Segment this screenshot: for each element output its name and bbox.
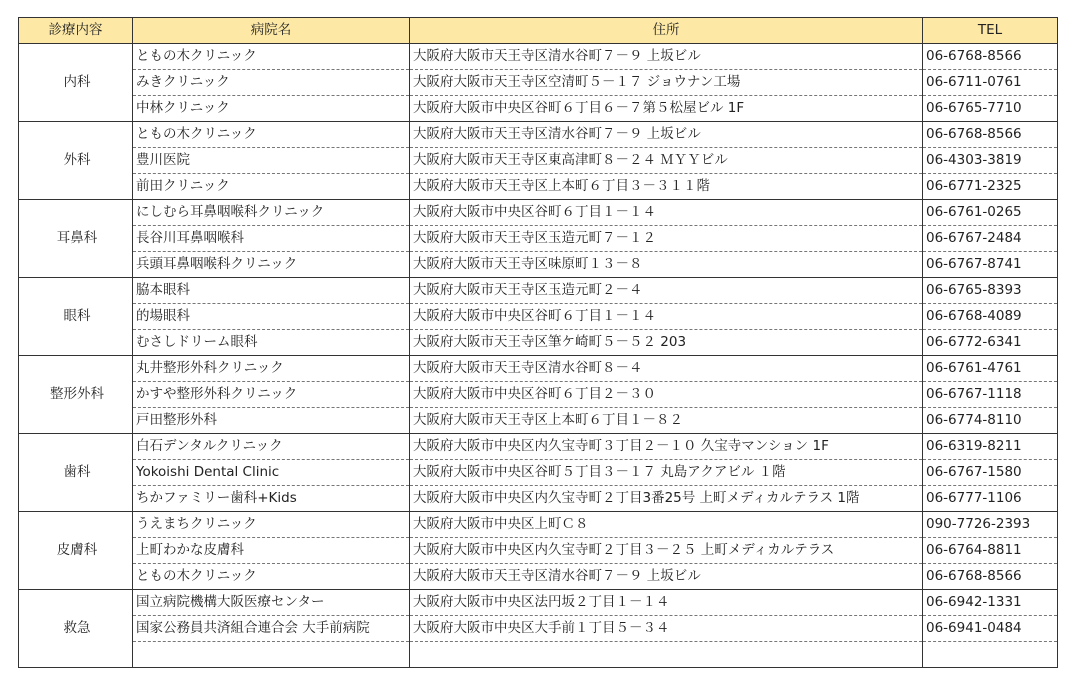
hospital-name-cell: うえまちクリニック — [133, 512, 410, 538]
table-row — [19, 200, 1058, 226]
table-body — [19, 44, 1058, 668]
table-row — [19, 252, 1058, 278]
hospital-name-cell: 豊川医院 — [133, 148, 410, 174]
hospital-name-cell: Yokoishi Dental Clinic — [133, 460, 410, 486]
tel-cell: 06-6767-1118 — [923, 382, 1058, 408]
hospital-name-cell: 丸井整形外科クリニック — [133, 356, 410, 382]
hospital-name-cell: ともの木クリニック — [133, 122, 410, 148]
address-cell: 大阪府大阪市中央区谷町６丁目６－７第５松屋ビル 1F — [410, 96, 923, 122]
table-row — [19, 486, 1058, 512]
category-cell: 眼科 — [19, 278, 133, 356]
hospital-name-cell: ともの木クリニック — [133, 44, 410, 70]
address-cell: 大阪府大阪市中央区谷町６丁目２－３０ — [410, 382, 923, 408]
header-hospital-name: 病院名 — [133, 18, 410, 44]
address-cell: 大阪府大阪市天王寺区味原町１３－８ — [410, 252, 923, 278]
hospital-name-cell: 脇本眼科 — [133, 278, 410, 304]
tel-cell: 06-6761-0265 — [923, 200, 1058, 226]
tel-cell: 06-6767-2484 — [923, 226, 1058, 252]
category-cell: 救急 — [19, 590, 133, 668]
address-cell: 大阪府大阪市天王寺区上本町６丁目１－８２ — [410, 408, 923, 434]
category-cell: 耳鼻科 — [19, 200, 133, 278]
table-row — [19, 616, 1058, 642]
table-row — [19, 564, 1058, 590]
table-row — [19, 356, 1058, 382]
tel-cell: 06-6765-8393 — [923, 278, 1058, 304]
address-cell: 大阪府大阪市天王寺区清水谷町８－４ — [410, 356, 923, 382]
tel-cell: 06-6767-1580 — [923, 460, 1058, 486]
tel-cell: 06-6774-8110 — [923, 408, 1058, 434]
table-row — [19, 512, 1058, 538]
table-row — [19, 408, 1058, 434]
address-cell: 大阪府大阪市天王寺区玉造元町２－４ — [410, 278, 923, 304]
tel-cell: 06-6942-1331 — [923, 590, 1058, 616]
address-cell: 大阪府大阪市中央区法円坂２丁目１－１４ — [410, 590, 923, 616]
address-cell: 大阪府大阪市中央区上町Ｃ８ — [410, 512, 923, 538]
address-cell: 大阪府大阪市天王寺区清水谷町７－９ 上坂ビル — [410, 564, 923, 590]
tel-cell: 06-6711-0761 — [923, 70, 1058, 96]
tel-cell: 06-6768-8566 — [923, 122, 1058, 148]
category-cell: 外科 — [19, 122, 133, 200]
tel-cell: 06-6772-6341 — [923, 330, 1058, 356]
table-row — [19, 70, 1058, 96]
table-row — [19, 460, 1058, 486]
table-row — [19, 330, 1058, 356]
tel-cell: 06-6777-1106 — [923, 486, 1058, 512]
header-tel: TEL — [923, 18, 1058, 44]
address-cell: 大阪府大阪市天王寺区玉造元町７－１２ — [410, 226, 923, 252]
tel-cell: 090-7726-2393 — [923, 512, 1058, 538]
address-cell: 大阪府大阪市中央区大手前１丁目５－３４ — [410, 616, 923, 642]
table-row — [19, 226, 1058, 252]
address-cell: 大阪府大阪市天王寺区空清町５－１７ ジョウナン工場 — [410, 70, 923, 96]
address-cell: 大阪府大阪市中央区谷町５丁目３－１７ 丸島アクアビル １階 — [410, 460, 923, 486]
header-category: 診療内容 — [19, 18, 133, 44]
table-row — [19, 278, 1058, 304]
tel-cell: 06-6768-4089 — [923, 304, 1058, 330]
hospital-name-cell: ちかファミリー歯科+Kids — [133, 486, 410, 512]
tel-cell: 06-6768-8566 — [923, 564, 1058, 590]
hospital-name-cell: ともの木クリニック — [133, 564, 410, 590]
address-cell: 大阪府大阪市天王寺区東高津町８－２４ ＭＹＹビル — [410, 148, 923, 174]
hospital-name-cell: 長谷川耳鼻咽喉科 — [133, 226, 410, 252]
hospital-name-cell: かすや整形外科クリニック — [133, 382, 410, 408]
table-row — [19, 304, 1058, 330]
category-cell: 内科 — [19, 44, 133, 122]
address-cell: 大阪府大阪市中央区内久宝寺町３丁目２－１０ 久宝寺マンション 1F — [410, 434, 923, 460]
hospital-name-cell: むさしドリーム眼科 — [133, 330, 410, 356]
category-cell: 整形外科 — [19, 356, 133, 434]
address-cell: 大阪府大阪市中央区谷町６丁目１－１４ — [410, 200, 923, 226]
hospital-name-cell: 的場眼科 — [133, 304, 410, 330]
tel-cell: 06-6765-7710 — [923, 96, 1058, 122]
tel-cell: 06-6768-8566 — [923, 44, 1058, 70]
address-cell: 大阪府大阪市天王寺区上本町６丁目３－３１１階 — [410, 174, 923, 200]
address-cell: 大阪府大阪市天王寺区筆ケ崎町５－５２ 203 — [410, 330, 923, 356]
hospital-name-cell: 戸田整形外科 — [133, 408, 410, 434]
hospital-name-cell: みきクリニック — [133, 70, 410, 96]
table-row — [19, 642, 1058, 668]
tel-cell: 06-6319-8211 — [923, 434, 1058, 460]
address-cell — [410, 642, 923, 668]
hospital-name-cell: 上町わかな皮膚科 — [133, 538, 410, 564]
address-cell: 大阪府大阪市天王寺区清水谷町７－９ 上坂ビル — [410, 122, 923, 148]
table-row — [19, 590, 1058, 616]
tel-cell: 06-6764-8811 — [923, 538, 1058, 564]
table-row — [19, 96, 1058, 122]
hospital-name-cell: 前田クリニック — [133, 174, 410, 200]
table-row — [19, 382, 1058, 408]
tel-cell: 06-6767-8741 — [923, 252, 1058, 278]
address-cell: 大阪府大阪市中央区谷町６丁目１－１４ — [410, 304, 923, 330]
hospital-name-cell: 国立病院機構大阪医療センター — [133, 590, 410, 616]
hospital-name-cell: 兵頭耳鼻咽喉科クリニック — [133, 252, 410, 278]
address-cell: 大阪府大阪市中央区内久宝寺町２丁目３－２５ 上町メディカルテラス — [410, 538, 923, 564]
category-cell: 皮膚科 — [19, 512, 133, 590]
tel-cell: 06-4303-3819 — [923, 148, 1058, 174]
tel-cell — [923, 642, 1058, 668]
table-row — [19, 148, 1058, 174]
hospital-name-cell — [133, 642, 410, 668]
tel-cell: 06-6941-0484 — [923, 616, 1058, 642]
table-row — [19, 44, 1058, 70]
tel-cell: 06-6761-4761 — [923, 356, 1058, 382]
header-address: 住所 — [410, 18, 923, 44]
hospital-name-cell: 中林クリニック — [133, 96, 410, 122]
header-row — [19, 18, 1058, 44]
hospital-name-cell: 国家公務員共済組合連合会 大手前病院 — [133, 616, 410, 642]
hospital-name-cell: にしむら耳鼻咽喉科クリニック — [133, 200, 410, 226]
address-cell: 大阪府大阪市中央区内久宝寺町２丁目3番25号 上町メディカルテラス 1階 — [410, 486, 923, 512]
table-row — [19, 538, 1058, 564]
address-cell: 大阪府大阪市天王寺区清水谷町７－９ 上坂ビル — [410, 44, 923, 70]
hospital-name-cell: 白石デンタルクリニック — [133, 434, 410, 460]
table-row — [19, 122, 1058, 148]
tel-cell: 06-6771-2325 — [923, 174, 1058, 200]
table-row — [19, 174, 1058, 200]
table-row — [19, 434, 1058, 460]
hospital-table — [18, 17, 1058, 668]
category-cell: 歯科 — [19, 434, 133, 512]
